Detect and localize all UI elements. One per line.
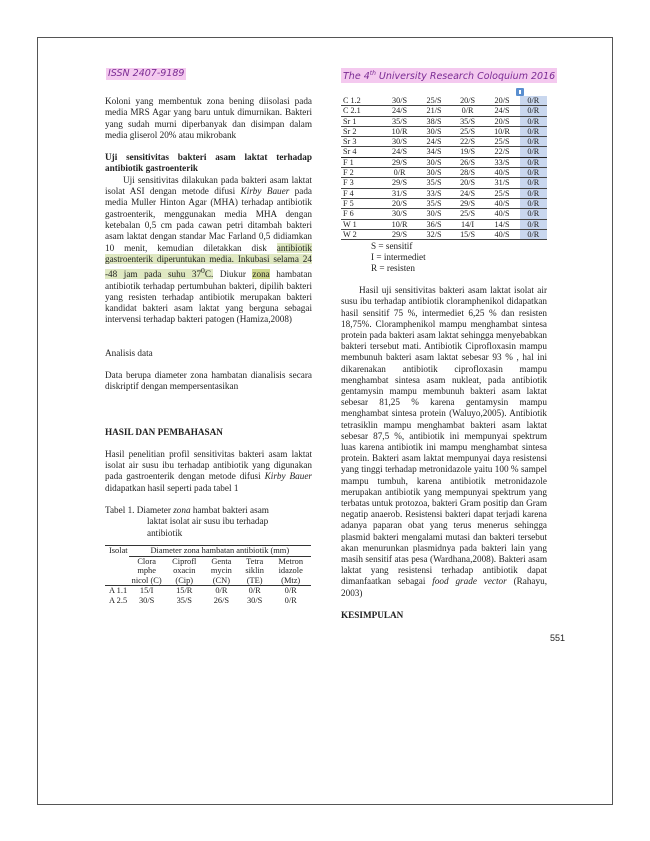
table-cell: 30/S xyxy=(417,126,451,136)
hasil-paragraph: Hasil penelitian profil sensitivitas bakteri asam laktat isolat air susu ibu terhadap antibiotik yang digunakan pada gastroenterik dengan metode difusi Kirby Bauer didapatkan hasil seperti pada tabel 1 xyxy=(105,448,312,493)
table-cell: 40/S xyxy=(484,229,519,239)
table-cell: 25/S xyxy=(484,188,519,198)
table-cell: 0/R xyxy=(382,168,417,178)
table-cell: F 1 xyxy=(341,157,382,167)
table-cell: 24/S xyxy=(484,106,519,116)
table-cell: 40/S xyxy=(484,209,519,219)
table-cell: 30/S xyxy=(417,157,451,167)
analisis-paragraph: Data berupa diameter zona hambatan dianalisis secara diskriptif dengan mempersentasikan xyxy=(105,370,312,392)
table-cell: 0/R xyxy=(520,126,547,136)
table-cell: Sr 1 xyxy=(341,116,382,126)
table-cell: 20/S xyxy=(451,96,485,106)
table-row xyxy=(341,219,547,229)
table-cell: F 6 xyxy=(341,209,382,219)
table-cell: 0/R xyxy=(520,116,547,126)
table-cell: W 2 xyxy=(341,229,382,239)
table-cell: 21/S xyxy=(417,106,451,116)
table-cell: 22/S xyxy=(451,137,485,147)
table-cell: 25/S xyxy=(484,137,519,147)
table-cell: 29/S xyxy=(382,157,417,167)
table-cell: 25/S xyxy=(417,96,451,106)
table-row xyxy=(341,168,547,178)
table-cell: 35/S xyxy=(382,116,417,126)
right-column xyxy=(341,96,547,621)
table-row: A 1.1 15/I 15/R 0/R 0/R 0/R xyxy=(109,586,297,596)
table-cell: 29/S xyxy=(382,229,417,239)
table-cell: 10/R xyxy=(382,219,417,229)
table-cell: 24/S xyxy=(382,147,417,157)
table-cell: 30/S xyxy=(382,209,417,219)
table-cell: 34/S xyxy=(417,147,451,157)
table-cell: 22/S xyxy=(484,147,519,157)
table-row xyxy=(341,147,547,157)
subheader-tetrasiklin: Tetra siklin (TE) xyxy=(239,556,270,586)
table-cell: 31/S xyxy=(382,188,417,198)
table-cell: 30/S xyxy=(382,96,417,106)
table-cell: 0/R xyxy=(520,168,547,178)
table-cell: 30/S xyxy=(382,137,417,147)
table-cell: C 2.1 xyxy=(341,106,382,116)
table-cell: F 2 xyxy=(341,168,382,178)
col-diameter-group: Diameter zona hambatan antibiotik (mm) xyxy=(129,545,311,556)
table-cell: 33/S xyxy=(484,157,519,167)
table-cell: 0/R xyxy=(520,209,547,219)
table-cell: 40/S xyxy=(484,198,519,208)
table-cell: 25/S xyxy=(451,126,485,136)
table-cell: 40/S xyxy=(484,168,519,178)
heading-kesimpulan: KESIMPULAN xyxy=(341,609,404,620)
table-cell: 19/S xyxy=(451,147,485,157)
legend-sensitif: S = sensitif xyxy=(371,241,413,252)
table-row xyxy=(341,96,547,106)
legend-resisten: R = resisten xyxy=(371,263,415,274)
table-cell: 10/R xyxy=(382,126,417,136)
table-1 xyxy=(105,545,311,606)
subheader-gentamycin: Genta mycin (CN) xyxy=(204,556,239,586)
hasil-discussion-paragraph: Hasil uji sensitivitas bakteri asam laktat isolat air susu ibu terhadap antibiotik cloramphenikol didapatkan hasil sensitif 75 %, intermediet 6,25 % dan resisten 18,75%. Cloramphenikol mampu menghambat sintesa protein pada bakteri asam laktat sehingga menyebabkan bakteri tersebut mati. Antibiotik Ciprofloxasin mampu membunuh bakteri asam laktat sebesar 93 % , hal ini dikarenakan antibiotik ciprofloxasin mampu menghambat sintesa asam nukleat, pada antibiotik gentamysin mampu membunuh bakteri asam laktat sebesar 81,25 % karena gentamysin mampu menghambat sintesa protein (Waluyo,2005). Antibiotik tetrasiklin mampu menghambat bakteri asam laktat sebesar 87,5 %, antibiotik ini mempunyai spektrum luas karena antibiotik ini mampu menghambat sintesa protein. Bakteri asam laktat mempunyai daya resistensi yang tinggi terhadap metronidazole yaitu 100 % sampel mampu tumbuh, karena antibiotik metronidazole merupakan antibiotik yang mempunyai spektrum yang terbatas untuk protozoa, bakteri Gram positip dan Gram negatip anaerob. Resistensi bakteri dapat terjadi karena adanya paparan obat yang terus menerus sehingga plasmid bakteri mengalami mutasi dan bakteri tersebut akan menurunkan plasmidnya pada bakteri lain yang masih sensitif atas pesa (Wardhana,2008). Bakteri asam laktat yang resistensi terhadap antibiotik dapat dimanfaatkan sebagai food grade vector (Rahayu, 2003) xyxy=(341,285,547,598)
table-cell: 0/R xyxy=(520,106,547,116)
highlighted-text: antibiotik gastroenterik diperuntukan media. Inkubasi selama 24 -48 jam pada suhu $37^0C$. xyxy=(105,242,312,280)
subheader-ciprofloxacin: Ciprofl oxacin (Cip) xyxy=(165,556,204,586)
table-cell: 0/R xyxy=(520,147,547,157)
uji-paragraph: Uji sensitivitas dilakukan pada bakteri asam laktat isolat ASI dengan metode difusi Kirby Bauer pada media Muller Hinton Agar (MHA) terhadap antibiotik gastroenterik, menggunakan media MHA dengan ketebalan 0,5 cm pada cawan petri ditambah bakteri asam laktat dengan standar Mac Farland 0,5 didiamkan 10 menit, kemudian diletakkan disk antibiotik gastroenterik diperuntukan media. Inkubasi selama 24 -48 jam pada suhu $37^0C$. Diukur zona hambatan antibiotik terhadap pertumbuhan bakteri, dipilih bakteri yang resisten terhadap antibiotik merupakan bakteri kandidat bakteri asam laktat yang berguna sebagai intervensi terhadap bakteri patogen (Hamiza,2008) xyxy=(105,174,313,325)
table-cell: 31/S xyxy=(484,178,519,188)
subheader-metronidazole: Metron idazole (Mtz) xyxy=(270,556,311,586)
table-cell: 0/R xyxy=(520,157,547,167)
intro-paragraph: Koloni yang membentuk zona bening diisolasi pada media MRS Agar yang baru untuk dimurnikan. Bakteri yang sudah murni diperbanyak dan disimpan dalam media gliserol 20% atau mikrobank xyxy=(105,96,312,140)
table-caption: Tabel 1. Diameter zona hambat bakteri asam laktat isolat air susu ibu terhadap antibiotik xyxy=(105,505,269,538)
table-row xyxy=(341,137,547,147)
subheader-cloramphenicol: Clora mphe nicol (C) xyxy=(129,556,165,586)
table-cell: 0/R xyxy=(520,137,547,147)
table-row xyxy=(341,126,547,136)
page-number: 551 xyxy=(550,633,566,643)
table-cell: 0/R xyxy=(520,219,547,229)
table-cell: 24/S xyxy=(451,188,485,198)
table-cell: F 4 xyxy=(341,188,382,198)
table-row xyxy=(341,116,547,126)
table-row xyxy=(341,178,547,188)
table-row: A 2.5 30/S 35/S 26/S 30/S 0/R xyxy=(109,595,297,605)
table-cell: 29/S xyxy=(451,198,485,208)
issn-header: ISSN 2407-9189 xyxy=(108,68,185,79)
table-cell: 20/S xyxy=(484,116,519,126)
table-cell: F 5 xyxy=(341,198,382,208)
table-cell: 24/S xyxy=(417,137,451,147)
table-cell: 0/R xyxy=(520,198,547,208)
table-cell: 35/S xyxy=(417,178,451,188)
table-cell: Sr 4 xyxy=(341,147,382,157)
table-cell: 20/S xyxy=(451,178,485,188)
table-cell: 29/S xyxy=(382,178,417,188)
table-cell: 14/I xyxy=(451,219,485,229)
left-column xyxy=(105,96,312,606)
table-cell: 0/R xyxy=(520,229,547,239)
table-cell: 0/R xyxy=(520,96,547,106)
table-row xyxy=(341,188,547,198)
table-cell: 35/S xyxy=(417,198,451,208)
table-cell: 10/R xyxy=(484,126,519,136)
table-cell: 30/S xyxy=(417,168,451,178)
table-row xyxy=(341,106,547,116)
table-cell: 20/S xyxy=(382,198,417,208)
table-cell: 20/S xyxy=(484,96,519,106)
table-cell: 0/R xyxy=(451,106,485,116)
table-cell: 38/S xyxy=(417,116,451,126)
conference-header: The 4th University Research Coloquium 2016 xyxy=(343,70,556,83)
table-cell: 0/R xyxy=(520,188,547,198)
table-row xyxy=(341,229,547,239)
table-cell: 24/S xyxy=(382,106,417,116)
heading-analisis-data: Analisis data xyxy=(105,347,153,358)
comment-marker-icon[interactable] xyxy=(516,88,524,96)
col-isolat: Isolat xyxy=(105,545,129,556)
table-cell: 26/S xyxy=(451,157,485,167)
table-cell: Sr 2 xyxy=(341,126,382,136)
table-cell: 35/S xyxy=(451,116,485,126)
table-cell: 15/S xyxy=(451,229,485,239)
table-cell: 25/S xyxy=(451,209,485,219)
table-cell: 32/S xyxy=(417,229,451,239)
table-1-continued xyxy=(341,96,547,240)
table-cell: 28/S xyxy=(451,168,485,178)
table-cell: 30/S xyxy=(417,209,451,219)
table-cell: W 1 xyxy=(341,219,382,229)
table-cell: F 3 xyxy=(341,178,382,188)
table-row xyxy=(341,209,547,219)
legend-intermediet: I = intermediet xyxy=(371,252,426,263)
table-cell: 14/S xyxy=(484,219,519,229)
table-cell: C 1.2 xyxy=(341,96,382,106)
table-row xyxy=(341,157,547,167)
table-cell: 36/S xyxy=(417,219,451,229)
table-cell: 0/R xyxy=(520,178,547,188)
table-legend xyxy=(371,241,547,274)
table-row xyxy=(341,198,547,208)
heading-hasil-pembahasan: HASIL DAN PEMBAHASAN xyxy=(105,426,223,437)
table-cell: Sr 3 xyxy=(341,137,382,147)
table-cell: 33/S xyxy=(417,188,451,198)
heading-uji-sensitivitas: Uji sensitivitas bakteri asam laktat terhadap antibiotik gastroenterik xyxy=(105,152,312,174)
